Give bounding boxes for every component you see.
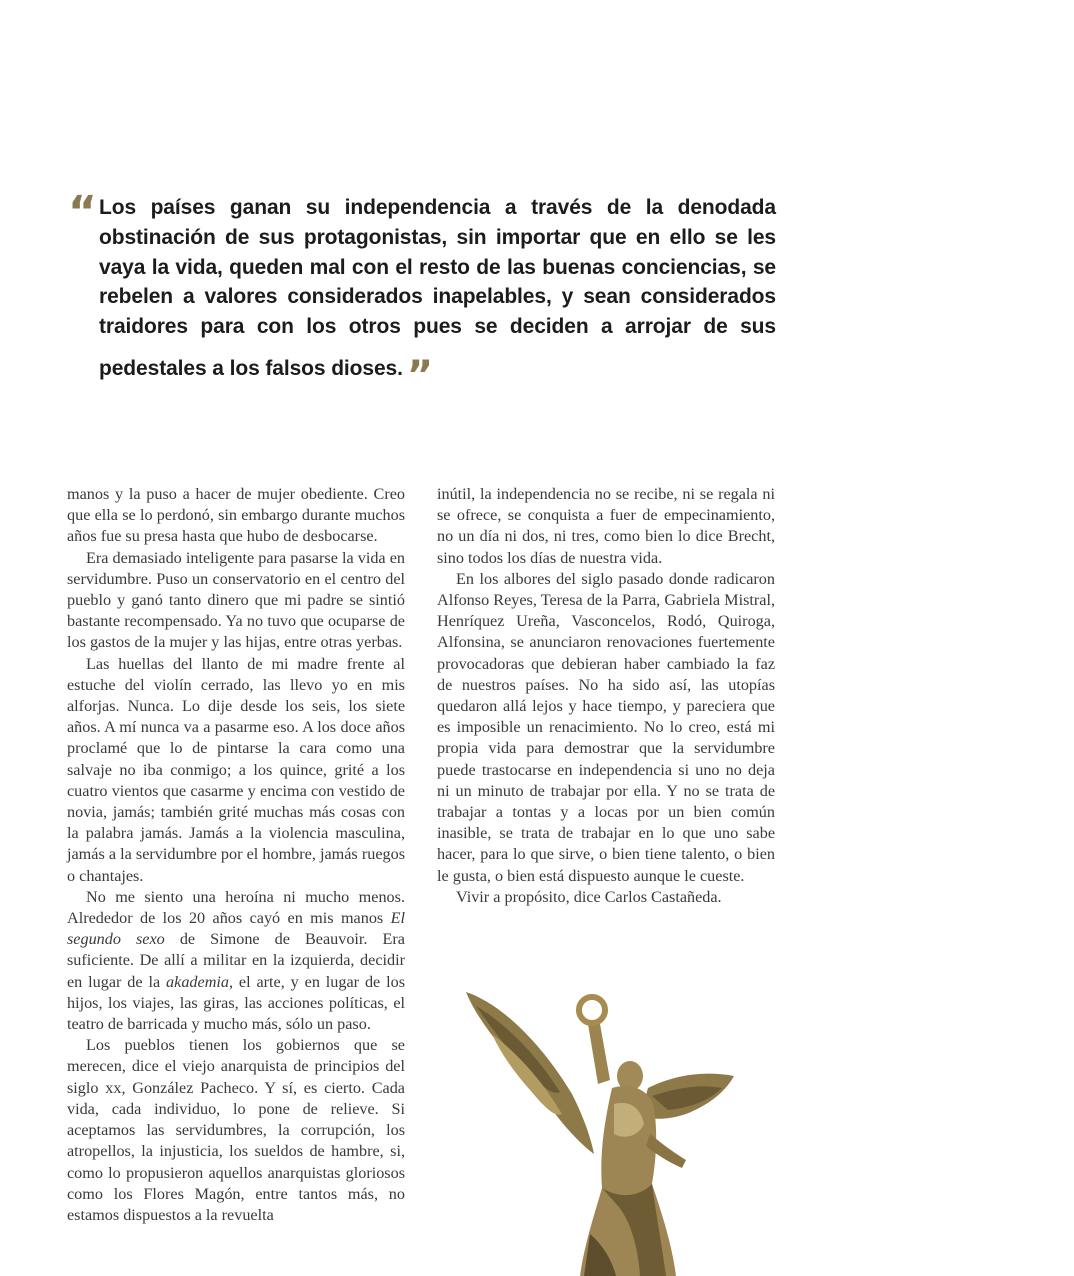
paragraph: manos y la puso a hacer de mujer obediente. Creo que ella se lo perdonó, sin embargo durante muchos años fue su presa hasta que hubo de desbocarse. [67,485,405,546]
paragraph: Las huellas del llanto de mi madre frente al estuche del violín cerrado, las llevo yo en mis alforjas. Nunca. Lo dije desde los seis, los siete años. A mí nunca va a pasarme eso. A los doce años proclamé que lo de pintarse la cara como una salvaje no iba conmigo; a los quince, grité a los cuatro vientos que casarme y encima con vestido de novia, jamás; también grité muchas más cosas con la palabra jamás. Jamás a la violencia masculina, jamás a la servidumbre por el hombre, jamás ruegos o chantajes. [67,654,405,885]
paragraph: inútil, la independencia no se recibe, ni se regala ni se ofrece, se conquista a fuer de empecinamiento, no un día ni dos, ni tres, como bien lo dice Brecht, sino todos los días de nuestra vida. [437,485,775,567]
right-column [437,484,775,908]
pull-quote [68,187,776,399]
paragraph: Los pueblos tienen los gobiernos que se merecen, dice el viejo anarquista de principios del siglo xx, González Pacheco. Y sí, es cierto. Cada vida, cada individuo, lo pone de relieve. Si aceptamos las servidumbres, la corrupción, los atropellos, la injusticia, los sueldos de hambre, si, como lo propusieron aquellos anarquistas gloriosos como los Flores Magón, entre tantos más, no estamos dispuestos a la revuelta [67,1036,405,1224]
paragraph: Era demasiado inteligente para pasarse la vida en servidumbre. Puso un conservatorio en el centro del pueblo y ganó tanto dinero que mi padre se sintió bastante recompensado. Ya no tuvo que ocuparse de los gastos de la mujer y las hijas, entre otras yerbas. [67,548,405,652]
pull-quote-text [99,193,776,399]
pull-quote-body: Los países ganan su independencia a través de la denodada obstinación de sus protagonistas, sin importar que en ello se les vaya la vida, queden mal con el resto de las buenas conciencias, se rebelen a valores considerados inapelables, y sean considerados traidores para con los otros pues se deciden a arrojar de sus pedestales a los falsos dioses. [99,196,776,380]
paragraph-text: , el arte, y en lugar de los hijos, los viajes, las giras, las acciones políticas, el teatro de barricada y mucho más, sólo un paso. [67,972,406,1034]
paragraph [67,887,405,1035]
left-column [67,484,405,1226]
italic-term: akademia [166,972,229,991]
paragraph-text: de Simone de Beauvoir. Era suficiente. De allí a militar en la izquierda, decidir en lugar de la [67,930,405,991]
paragraph-text: No me siento una heroína ni mucho menos. Alrededor de los 20 años cayó en mis manos [67,887,405,928]
close-quote-mark: ” [406,352,434,399]
paragraph: Vivir a propósito, dice Carlos Castañeda. [456,887,722,906]
angel-of-independence-illustration [462,984,742,1276]
paragraph: En los albores del siglo pasado donde radicaron Alfonso Reyes, Teresa de la Parra, Gabriela Mistral, Henríquez Ureña, Vasconcelos, Rodó, Quiroga, Alfonsina, se anunciaron renovaciones fuertemente provocadoras que debieran haber cambiado la faz de nuestros países. No ha sido así, las utopías quedaron allá lejos y hace tiempo, y pareciera que es imposible un renacimiento. No lo creo, está mi propia vida para demostrar que la servidumbre puede trastocarse en independencia si uno no deja ni un minuto de trabajar por ella. Y no se trata de trabajar a tontas y a locas por un bien común inasible, se trata de trabajar en lo que uno sabe hacer, para lo que sirve, o bien tiene talento, o bien le gusta, o bien está dispuesto aunque le cueste. [437,569,775,885]
book-title: El segundo sexo [67,909,405,949]
open-quote-mark: “ [68,187,97,238]
